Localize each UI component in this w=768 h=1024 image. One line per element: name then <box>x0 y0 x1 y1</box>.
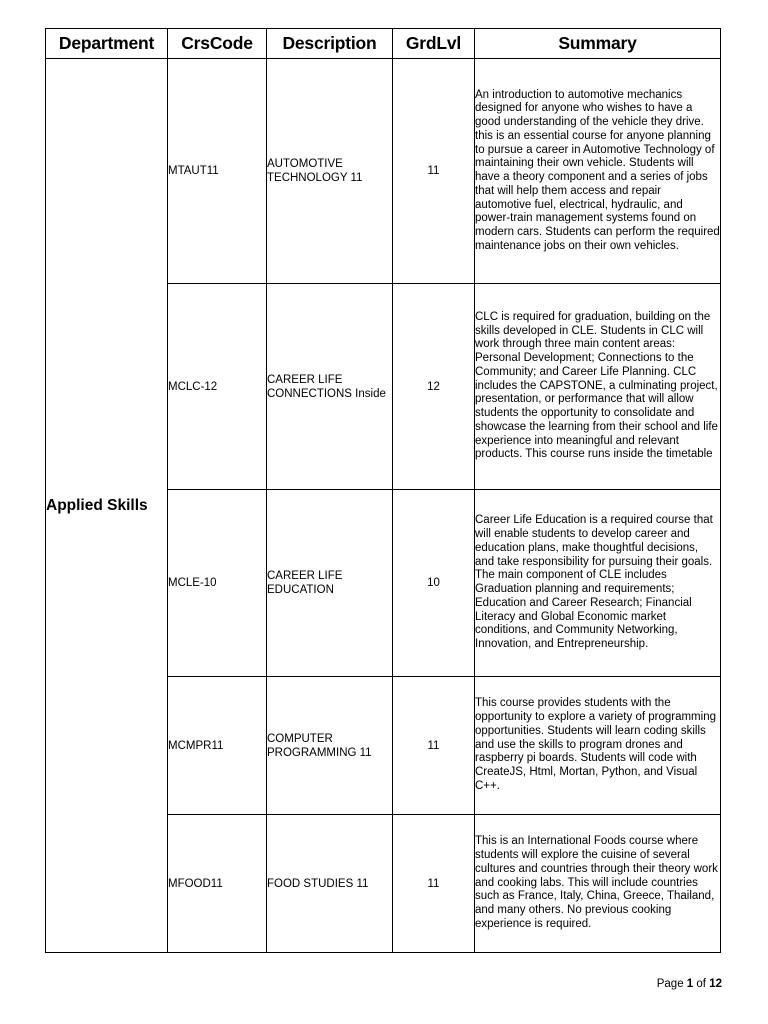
header-grdlvl: GrdLvl <box>393 29 475 59</box>
course-summary: CLC is required for graduation, building on the skills developed in CLE. Students in CLC will work through three main content areas: Personal Development; Connections to the Community; and Career Life Planning. CLC includes the CAPSTONE, a culminating project, presentation, or performance that will allow students the opportunity to consolidate and showcase the learning from their school and life experience into meaningful and relevant products. This course runs inside the timetable <box>475 284 721 490</box>
course-table <box>45 28 721 953</box>
course-description: COMPUTER PROGRAMMING 11 <box>267 677 393 815</box>
course-code: MCMPR11 <box>168 677 267 815</box>
course-description: CAREER LIFE EDUCATION <box>267 490 393 677</box>
header-crscode: CrsCode <box>168 29 267 59</box>
course-summary: This course provides students with the opportunity to explore a variety of programming opportunities. Students will learn coding skills and use the skills to program drones and raspberry pi boards. Students will code with CreateJS, Html, Mortan, Python, and Visual C++. <box>475 677 721 815</box>
course-summary: This is an International Foods course where students will explore the cuisine of several cultures and countries through their theory work and cooking labs. This will include countries such as France, Italy, China, Greece, Thailand, and many others. No previous cooking experience is required. <box>475 815 721 953</box>
grade-level: 10 <box>393 490 475 677</box>
course-summary: An introduction to automotive mechanics designed for anyone who wishes to have a good understanding of the vehicle they drive. this is an essential course for anyone planning to pursue a career in Automotive Technology of maintaining their own vehicle. Students will have a theory component and a series of jobs that will help them access and repair automotive fuel, electrical, hydraulic, and power-train management systems found on modern cars. Students can perform the required maintenance jobs on their own vehicles. <box>475 59 721 284</box>
header-row <box>46 29 721 59</box>
page-number <box>657 978 722 990</box>
header-summary: Summary <box>475 29 721 59</box>
course-code: MCLE-10 <box>168 490 267 677</box>
department-cell: Applied Skills <box>46 59 168 953</box>
course-description: CAREER LIFE CONNECTIONS Inside <box>267 284 393 490</box>
header-department: Department <box>46 29 168 59</box>
course-summary: Career Life Education is a required course that will enable students to develop career and education plans, make thoughtful decisions, and take responsibility for pursuing their goals. The main component of CLE includes Graduation planning and requirements; Education and Career Research; Financial Literacy and Global Economic market conditions, and Community Networking, Innovation, and Entrepreneurship. <box>475 490 721 677</box>
course-description: AUTOMOTIVE TECHNOLOGY 11 <box>267 59 393 284</box>
grade-level: 12 <box>393 284 475 490</box>
page-label: Page <box>656 978 684 990</box>
course-description: FOOD STUDIES 11 <box>267 815 393 953</box>
header-description: Description <box>267 29 393 59</box>
page-separator: of <box>696 978 706 990</box>
current-page: 1 <box>686 978 694 990</box>
grade-level: 11 <box>393 815 475 953</box>
course-code: MTAUT11 <box>168 59 267 284</box>
total-pages: 12 <box>709 978 722 990</box>
course-code: MFOOD11 <box>168 815 267 953</box>
table-row <box>46 59 721 284</box>
grade-level: 11 <box>393 677 475 815</box>
grade-level: 11 <box>393 59 475 284</box>
course-code: MCLC-12 <box>168 284 267 490</box>
